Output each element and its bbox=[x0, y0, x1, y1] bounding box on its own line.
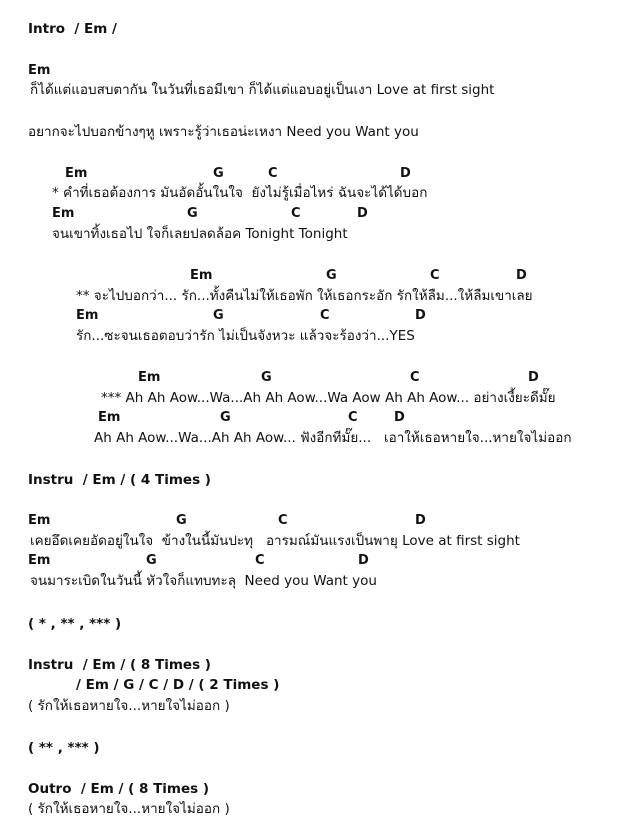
lyric-line: Ah Ah Aow...Wa...Ah Ah Aow... ฟังอีกทีมั๊ย... เอาให้เธอหายใจ...หายใจไม่ออก bbox=[94, 430, 572, 446]
chord: D bbox=[415, 513, 426, 528]
lyric-line: ** จะไปบอกว่า... รัก...ทั้งคืนไม่ให้เธอพัก ให้เธอกระอัก รักให้ลืม...ให้ลืมเขาเลย bbox=[76, 288, 533, 304]
lyric-line: อยากจะไปบอกข้างๆหู เพราะรู้ว่าเธอน่ะเหงา Need you Want you bbox=[28, 124, 419, 140]
chord: G bbox=[146, 553, 157, 568]
chord: C bbox=[410, 370, 420, 385]
chord: C bbox=[268, 166, 278, 181]
chord: Em bbox=[65, 166, 88, 181]
chord: D bbox=[394, 410, 405, 425]
chord: C bbox=[430, 268, 440, 283]
chord: C bbox=[291, 206, 301, 221]
lyric-line: ( รักให้เธอหายใจ...หายใจไม่ออก ) bbox=[28, 801, 230, 817]
chord: G bbox=[187, 206, 198, 221]
chord: Em bbox=[28, 513, 51, 528]
lyric-line: เคยอึดเคยอัดอยู่ในใจ ข้างในนี้มันปะทุ อารมณ์มันแรงเป็นพายุ Love at first sight bbox=[30, 533, 520, 549]
lyric-line: ก็ได้แต่แอบสบตากัน ในวันที่เธอมีเขา ก็ได้แต่แอบอยู่เป็นเงา Love at first sight bbox=[30, 82, 495, 98]
chord: Em bbox=[76, 308, 99, 323]
chord: Em bbox=[52, 206, 75, 221]
chord: C bbox=[255, 553, 265, 568]
chord: G bbox=[220, 410, 231, 425]
chord: G bbox=[213, 308, 224, 323]
intro-line: Intro / Em / bbox=[28, 21, 117, 37]
chord: G bbox=[176, 513, 187, 528]
outro-line: Outro / Em / ( 8 Times ) bbox=[28, 781, 210, 797]
chord: D bbox=[528, 370, 539, 385]
chord: Em bbox=[28, 553, 51, 568]
chord-em: Em bbox=[28, 63, 51, 78]
instru-line: Instru / Em / ( 8 Times ) bbox=[28, 657, 211, 673]
chord: G bbox=[213, 166, 224, 181]
chord: D bbox=[358, 553, 369, 568]
chord: D bbox=[516, 268, 527, 283]
repeat-marker: ( * , ** , *** ) bbox=[28, 616, 122, 632]
instru-line: / Em / G / C / D / ( 2 Times ) bbox=[76, 677, 280, 693]
chord: G bbox=[261, 370, 272, 385]
chord: D bbox=[400, 166, 411, 181]
chord: C bbox=[348, 410, 358, 425]
instru-line: Instru / Em / ( 4 Times ) bbox=[28, 472, 211, 488]
chord: C bbox=[278, 513, 288, 528]
lyric-line: จนมาระเบิดในวันนี้ หัวใจก็แทบทะลุ Need you Want you bbox=[30, 573, 377, 589]
chord: D bbox=[415, 308, 426, 323]
repeat-marker: ( ** , *** ) bbox=[28, 740, 100, 756]
chord: Em bbox=[138, 370, 161, 385]
lyric-line: จนเขาทิ้งเธอไป ใจก็เลยปลดล้อค Tonight Tonight bbox=[52, 226, 348, 242]
lyric-line: *** Ah Ah Aow...Wa...Ah Ah Aow...Wa Aow Ah Ah Aow... อย่างเงี้ยะดีมั๊ย bbox=[101, 390, 556, 406]
chord: C bbox=[320, 308, 330, 323]
chord: Em bbox=[98, 410, 121, 425]
chord: D bbox=[357, 206, 368, 221]
lyric-line: ( รักให้เธอหายใจ...หายใจไม่ออก ) bbox=[28, 698, 230, 714]
chord: Em bbox=[190, 268, 213, 283]
lyric-line: รัก...ซะจนเธอตอบว่ารัก ไม่เป็นจังหวะ แล้วจะร้องว่า...YES bbox=[76, 328, 415, 344]
lyric-line: * คำที่เธอต้องการ มันอัดอั้นในใจ ยังไม่รู้เมื่อไหร่ ฉันจะได้ได้บอก bbox=[52, 185, 428, 201]
chord: G bbox=[326, 268, 337, 283]
